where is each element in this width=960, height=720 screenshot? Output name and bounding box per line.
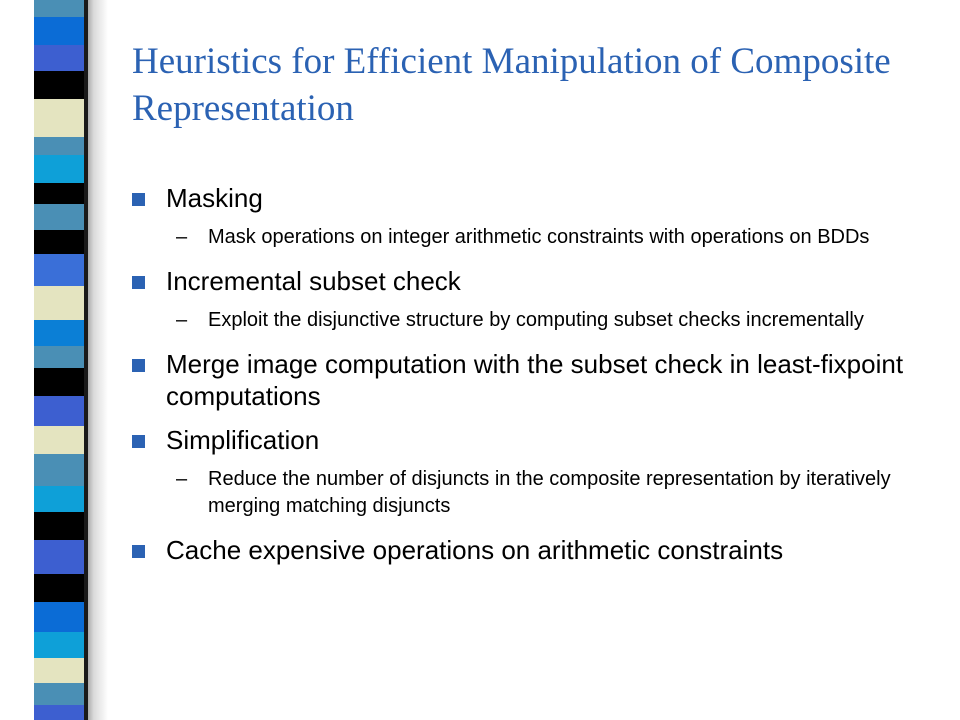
sub-bullet-item (132, 224, 932, 251)
square-bullet-icon (132, 545, 145, 558)
stripe-segment (34, 320, 84, 346)
bullet-item (132, 348, 932, 412)
stripe-segment (34, 17, 84, 45)
stripe-segment (34, 0, 84, 17)
stripe-segment (34, 426, 84, 454)
stripe-segment (34, 454, 84, 486)
stripe-segment (34, 183, 84, 204)
bullet-text: Cache expensive operations on arithmetic constraints (166, 535, 784, 565)
stripe-segment (34, 155, 84, 183)
stripe-segment (34, 230, 84, 254)
bullet-text: Simplification (166, 425, 320, 455)
bullet-item (132, 265, 932, 297)
dash-marker: – (176, 309, 188, 331)
stripe-segment (34, 632, 84, 658)
sub-bullet-text: Mask operations on integer arithmetic constraints with operations on BDDs (208, 226, 870, 248)
stripe-segment (34, 658, 84, 682)
stripe-segment (34, 512, 84, 540)
bullet-text: Merge image computation with the subset check in least-fixpoint computations (166, 349, 904, 411)
dash-marker: – (176, 226, 188, 248)
stripe-segment (34, 137, 84, 156)
square-bullet-icon (132, 193, 145, 206)
stripe-segment (34, 346, 84, 368)
sub-bullet-item (132, 307, 932, 334)
dash-marker: – (176, 468, 188, 490)
square-bullet-icon (132, 435, 145, 448)
stripe-segment (34, 99, 84, 136)
stripe-segment (34, 574, 84, 602)
stripe-segment (34, 705, 84, 720)
bullet-text: Masking (166, 183, 263, 213)
stripe-segment (34, 286, 84, 320)
stripe-segment (34, 396, 84, 426)
stripe-segment (34, 540, 84, 574)
bullet-item (132, 534, 932, 566)
stripe-segment (34, 71, 84, 99)
stripe-segment (34, 368, 84, 396)
stripe-segment (34, 602, 84, 632)
square-bullet-icon (132, 359, 145, 372)
stripe-segment (34, 683, 84, 705)
bullet-list (132, 182, 932, 578)
bullet-item (132, 182, 932, 214)
decorative-stripe-bar (34, 0, 84, 720)
sub-bullet-text: Exploit the disjunctive structure by computing subset checks incrementally (208, 309, 864, 331)
bullet-item (132, 424, 932, 456)
slide-title: Heuristics for Efficient Manipulation of Composite Representation (132, 41, 891, 129)
stripe-segment (34, 204, 84, 230)
square-bullet-icon (132, 276, 145, 289)
stripe-segment (34, 254, 84, 286)
sub-bullet-text: Reduce the number of disjuncts in the composite representation by iteratively merging matching disjuncts (208, 468, 891, 517)
stripe-edge (84, 0, 88, 720)
sub-bullet-item (132, 466, 932, 520)
stripe-segment (34, 45, 84, 71)
bullet-text: Incremental subset check (166, 266, 461, 296)
stripe-segment (34, 486, 84, 512)
